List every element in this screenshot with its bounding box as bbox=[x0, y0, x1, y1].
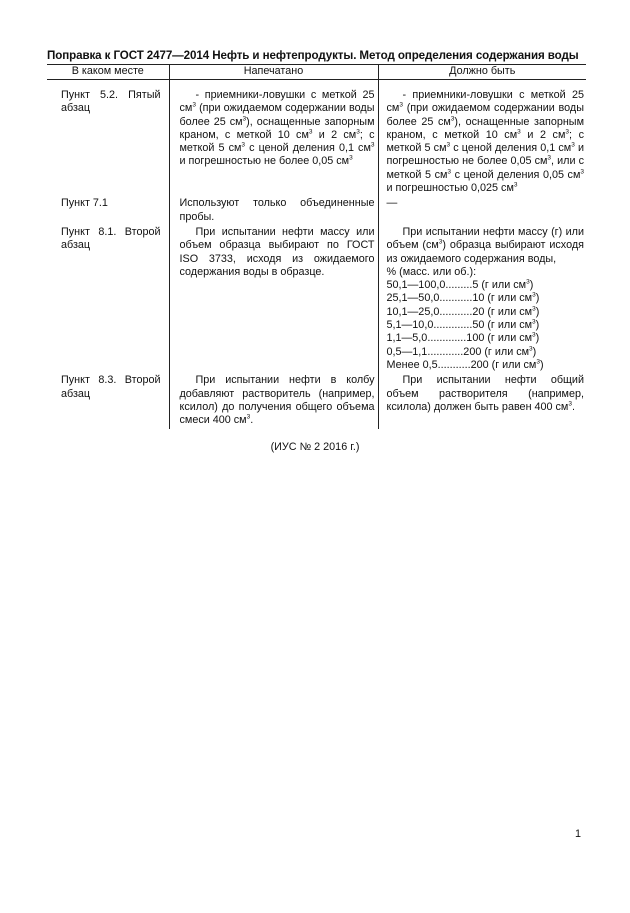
list-item: 5,1—10,0.............50 (г или $см^3$) bbox=[386, 318, 540, 332]
list-item: 1,1—5,0.............100 (г или $см^3$) bbox=[386, 331, 540, 345]
table-row bbox=[47, 197, 586, 226]
document-title: Поправка к ГОСТ 2477—2014 Нефть и нефтепродукты. Метод определения содержания воды bbox=[47, 49, 579, 62]
table-row bbox=[47, 80, 586, 198]
page-number: 1 bbox=[575, 828, 582, 840]
row-correct: — bbox=[378, 197, 586, 226]
list-item: 25,1—50,0...........10 (г или $см^3$) bbox=[386, 291, 540, 305]
row-place: Пункт 8.1. Второй абзац bbox=[61, 225, 161, 252]
row-printed: Используют только объединенные пробы. bbox=[169, 197, 378, 226]
header-correct: Должно быть bbox=[378, 65, 586, 80]
footer-note: (ИУС № 2 2016 г.) bbox=[270, 441, 360, 453]
list-item: Менее 0,5...........200 (г или $см^3$) bbox=[386, 358, 544, 371]
table-header-row bbox=[47, 65, 586, 80]
row-printed: При испытании нефти в колбу добавляют растворитель (например, ксилол) до получения общего объема смеси 400 $см^3$. bbox=[169, 374, 378, 429]
table-row bbox=[47, 226, 586, 374]
table-row bbox=[47, 374, 586, 429]
correct-intro: При испытании нефти массу (г) или объем $(см^3)$ образца выбирают исходя из ожидаемого содержания воды, bbox=[386, 225, 584, 265]
row-correct bbox=[378, 226, 586, 374]
list-item: 50,1—100,0.........5 (г или $см^3$) bbox=[386, 278, 534, 292]
header-place: В каком месте bbox=[47, 65, 169, 80]
correction-table bbox=[47, 64, 586, 429]
row-place: Пункт 5.2. Пятый абзац bbox=[61, 89, 161, 115]
row-printed: - приемники-ловушки с меткой 25 $см^3$ (при ожидаемом содержании воды более 25 $см^3$), оснащенные запорным краном, с меткой 10 $см^3$ и 2 $см^3$; с меткой 5 $см^3$ с ценой деления 0,1 $см^3$ и погрешностью не более 0,05 $см^3$ bbox=[169, 80, 378, 198]
correct-unit: % (масс. или об.): bbox=[386, 265, 477, 278]
header-printed: Напечатано bbox=[169, 65, 378, 80]
list-item: 10,1—25,0...........20 (г или $см^3$) bbox=[386, 305, 540, 318]
list-item: 0,5—1,1............200 (г или $см^3$) bbox=[386, 345, 537, 358]
row-printed: При испытании нефти массу или объем образца выбирают по ГОСТ ISO 3733, исходя из ожидаемого содержания воды в образце. bbox=[169, 226, 378, 374]
row-correct: - приемники-ловушки с меткой 25 $см^3$ (при ожидаемом содержании воды более 25 $см^3$), оснащенные запорным краном, с меткой 10 $см^3$ и 2 $см^3$; с меткой 5 $см^3$ с ценой деления 0,1 $см^3$ и погрешностью не более 0,05 $см^3$, или с меткой 5 $см^3$ с ценой деления 0,05 $см^3$ и погрешностью 0,025 $см^3$ bbox=[378, 80, 586, 198]
row-place: Пункт 8.3. Второй абзац bbox=[61, 374, 161, 400]
row-correct: При испытании нефти общий объем растворителя (например, ксилола) должен быть равен 400 $см^3$. bbox=[378, 374, 586, 429]
row-place: Пункт 7.1 bbox=[61, 197, 108, 210]
